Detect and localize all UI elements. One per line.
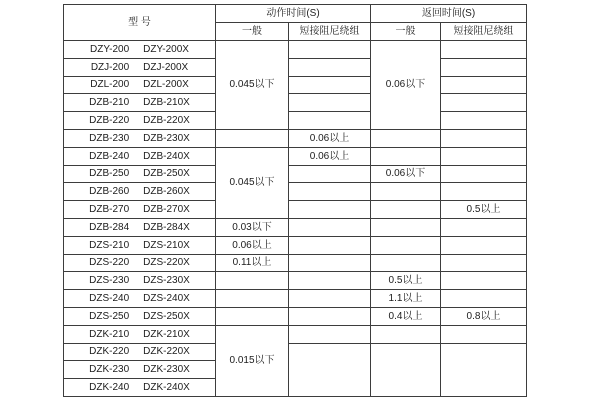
model-name: DZB-210 [89,97,130,109]
model-name: DZB-250 [89,168,130,180]
model-name-x: DZY-200X [143,43,189,55]
cell-return-damping [441,58,527,76]
cell-action-general [216,272,289,290]
model-name: DZB-270 [89,204,130,216]
cell-action-damping [289,218,371,236]
cell-return-damping [441,254,527,272]
model-name-x: DZS-210X [143,239,190,251]
model-name-x: DZB-260X [143,186,190,198]
model-pair [64,133,215,144]
model-pair [64,329,215,340]
model-cell [64,41,216,59]
model-pair [64,151,215,162]
cell-action-damping [289,58,371,76]
table-row [64,58,527,76]
model-cell [64,147,216,165]
cell-return-damping [441,41,527,59]
cell-action-damping [289,94,371,112]
table-row [64,76,527,94]
model-name-x: DZL-200X [143,79,189,91]
model-name-x: DZB-220X [143,115,190,127]
col-header-action-time: 动作时间(S) [216,5,371,23]
cell-action-general: 0.03以下 [216,218,289,236]
cell-action-damping [289,307,371,325]
table-row [64,41,527,59]
model-name-x: DZS-240X [143,293,190,305]
model-pair [64,222,215,233]
model-cell [64,307,216,325]
model-cell [64,58,216,76]
table-row [64,112,527,130]
model-pair [64,257,215,268]
table-row [64,325,527,343]
cell-return-damping [441,218,527,236]
model-pair [64,346,215,357]
model-pair [64,240,215,251]
model-name-x: DZB-230X [143,132,190,144]
cell-return-damping: 0.8以上 [441,307,527,325]
cell-action-general: 0.06以上 [216,236,289,254]
cell-return-general [371,218,441,236]
model-pair [64,186,215,197]
table-row [64,218,527,236]
cell-return-general [371,183,441,201]
cell-action-damping [289,112,371,130]
model-name: DZY-200 [90,43,130,55]
cell-action-damping [289,290,371,308]
table-header [64,5,527,41]
table-row [64,201,527,219]
model-pair [64,364,215,375]
cell-action-damping: 0.06以上 [289,147,371,165]
model-pair [64,293,215,304]
cell-return-damping [441,272,527,290]
col-header-return-damping: 短接阻尼绕组 [441,23,527,41]
model-cell [64,112,216,130]
cell-return-general: 0.5以上 [371,272,441,290]
cell-return-general: 0.06以下 [371,41,441,130]
model-cell [64,272,216,290]
model-name: DZK-210 [89,328,130,340]
model-name: DZB-284 [89,221,130,233]
model-pair [64,97,215,108]
cell-return-damping [441,129,527,147]
model-name-x: DZB-284X [143,221,190,233]
cell-action-general [216,129,289,147]
cell-return-general [371,147,441,165]
col-header-return-time: 返回时间(S) [371,5,527,23]
model-name-x: DZB-270X [143,204,190,216]
table-row [64,165,527,183]
cell-return-damping [441,290,527,308]
table-row [64,272,527,290]
model-cell [64,254,216,272]
model-name: DZB-220 [89,115,130,127]
model-cell [64,290,216,308]
model-name-x: DZK-240X [143,382,190,394]
model-name-x: DZB-240X [143,150,190,162]
cell-action-general: 0.015以下 [216,325,289,396]
cell-action-damping [289,165,371,183]
cell-action-general [216,307,289,325]
model-name: DZB-260 [89,186,130,198]
cell-return-damping [441,147,527,165]
cell-return-damping [441,183,527,201]
model-name: DZL-200 [90,79,130,91]
model-name-x: DZS-220X [143,257,190,269]
model-name: DZB-230 [89,132,130,144]
model-cell [64,165,216,183]
table-row [64,290,527,308]
col-header-action-general: 一般 [216,23,289,41]
model-name-x: DZS-230X [143,275,190,287]
model-cell [64,129,216,147]
model-name: DZS-220 [89,257,130,269]
col-header-return-general: 一般 [371,23,441,41]
cell-return-damping: 0.5以上 [441,201,527,219]
model-name: DZB-240 [89,150,130,162]
model-pair [64,44,215,55]
cell-action-general [216,290,289,308]
cell-action-general: 0.11以上 [216,254,289,272]
cell-action-damping [289,201,371,219]
cell-return-general: 0.06以下 [371,165,441,183]
cell-return-general [371,325,441,343]
model-cell [64,218,216,236]
cell-return-general [371,254,441,272]
model-name: DZS-230 [89,275,130,287]
cell-action-damping [289,236,371,254]
model-cell [64,379,216,397]
relay-spec-table [63,4,527,397]
table-row [64,94,527,112]
model-name-x: DZK-210X [143,328,190,340]
table-row [64,343,527,361]
cell-action-damping [289,254,371,272]
model-pair [64,62,215,73]
cell-action-damping [289,41,371,59]
cell-action-general: 0.045以下 [216,147,289,218]
cell-return-general: 1.1以上 [371,290,441,308]
model-name: DZS-250 [89,310,130,322]
model-name: DZS-210 [89,239,130,251]
cell-return-damping [441,76,527,94]
cell-return-damping [441,165,527,183]
model-cell [64,236,216,254]
cell-action-damping [289,325,371,343]
model-name-x: DZB-210X [143,97,190,109]
model-name: DZK-240 [89,382,130,394]
cell-return-damping [441,94,527,112]
table-row [64,307,527,325]
model-name-x: DZB-250X [143,168,190,180]
cell-return-damping [441,236,527,254]
model-cell [64,94,216,112]
cell-action-damping [289,343,371,396]
cell-action-general: 0.045以下 [216,41,289,130]
table-row [64,183,527,201]
table-body [64,41,527,397]
model-pair [64,79,215,90]
table-row [64,254,527,272]
cell-return-general [371,343,441,396]
model-name-x: DZJ-200X [143,61,189,73]
table-row [64,147,527,165]
cell-return-damping [441,325,527,343]
model-cell [64,343,216,361]
model-cell [64,183,216,201]
cell-action-damping [289,76,371,94]
header-row-groups [64,5,527,23]
col-header-model: 型 号 [64,5,216,41]
table-row [64,236,527,254]
cell-return-general: 0.4以上 [371,307,441,325]
cell-action-damping [289,272,371,290]
model-name-x: DZK-220X [143,346,190,358]
model-name-x: DZS-250X [143,310,190,322]
model-name: DZK-230 [89,364,130,376]
model-name: DZK-220 [89,346,130,358]
model-name: DZS-240 [89,293,130,305]
cell-action-damping: 0.06以上 [289,129,371,147]
model-cell [64,361,216,379]
model-name: DZJ-200 [90,61,130,73]
cell-return-general [371,129,441,147]
model-pair [64,382,215,393]
model-pair [64,275,215,286]
col-header-action-damping: 短接阻尼绕组 [289,23,371,41]
model-cell [64,325,216,343]
cell-return-general [371,236,441,254]
model-cell [64,201,216,219]
model-pair [64,204,215,215]
model-pair [64,311,215,322]
cell-return-general [371,201,441,219]
cell-return-damping [441,112,527,130]
model-pair [64,115,215,126]
model-cell [64,76,216,94]
cell-action-damping [289,183,371,201]
table-row [64,129,527,147]
model-name-x: DZK-230X [143,364,190,376]
model-pair [64,168,215,179]
cell-return-damping [441,343,527,396]
